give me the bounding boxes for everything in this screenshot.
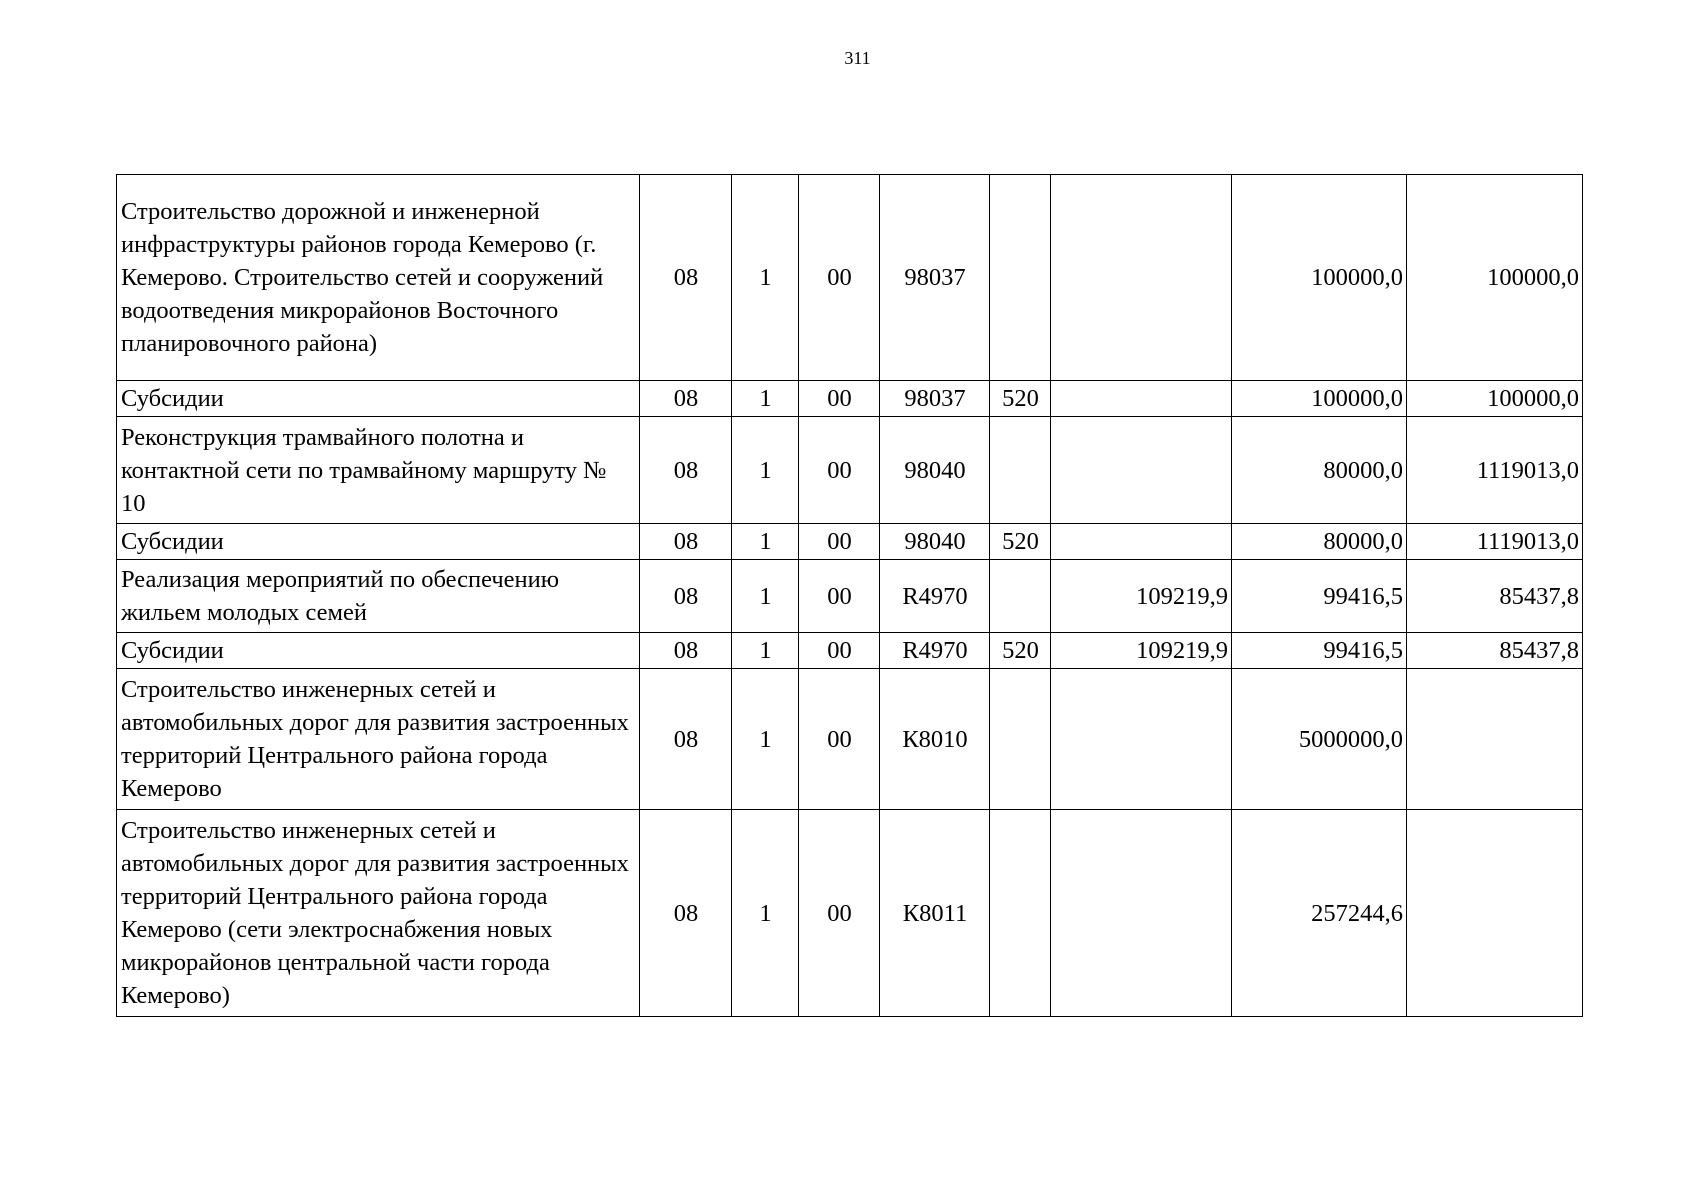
table-row	[117, 381, 1583, 417]
section-code: 08	[640, 810, 732, 1017]
amount-year-1	[1051, 810, 1232, 1017]
amount-year-3: 1119013,0	[1407, 417, 1583, 524]
page-number: 311	[844, 48, 871, 68]
section-code: 08	[640, 633, 732, 669]
expense-type-code: 520	[990, 381, 1051, 417]
amount-year-1: 109219,9	[1051, 560, 1232, 633]
program-code: 1	[732, 381, 799, 417]
amount-year-1	[1051, 175, 1232, 381]
subprogram-code: 00	[799, 417, 880, 524]
amount-year-2: 99416,5	[1232, 560, 1407, 633]
section-code: 08	[640, 175, 732, 381]
amount-year-2: 100000,0	[1232, 381, 1407, 417]
row-name: Субсидии	[117, 633, 640, 669]
row-name: Субсидии	[117, 381, 640, 417]
amount-year-3: 100000,0	[1407, 175, 1583, 381]
expense-type-code	[990, 417, 1051, 524]
table-row	[117, 810, 1583, 1017]
target-code: R4970	[880, 633, 990, 669]
subprogram-code: 00	[799, 810, 880, 1017]
table-row	[117, 175, 1583, 381]
program-code: 1	[732, 669, 799, 810]
table-row	[117, 633, 1583, 669]
row-name: Строительство дорожной и инженерной инфраструктуры районов города Кемерово (г. Кемерово. Строительство сетей и сооружений водоотведения микрорайонов Восточного планировочного района)	[117, 175, 640, 381]
amount-year-2: 80000,0	[1232, 524, 1407, 560]
subprogram-code: 00	[799, 175, 880, 381]
target-code: R4970	[880, 560, 990, 633]
row-name: Реконструкция трамвайного полотна и контактной сети по трамвайному маршруту № 10	[117, 417, 640, 524]
amount-year-2: 5000000,0	[1232, 669, 1407, 810]
amount-year-1: 109219,9	[1051, 633, 1232, 669]
amount-year-3: 85437,8	[1407, 633, 1583, 669]
amount-year-1	[1051, 669, 1232, 810]
subprogram-code: 00	[799, 669, 880, 810]
expense-type-code	[990, 175, 1051, 381]
amount-year-2: 99416,5	[1232, 633, 1407, 669]
amount-year-3: 1119013,0	[1407, 524, 1583, 560]
expense-type-code	[990, 560, 1051, 633]
amount-year-1	[1051, 524, 1232, 560]
row-name: Строительство инженерных сетей и автомобильных дорог для развития застроенных территорий Центрального района города Кемерово (сети электроснабжения новых микрорайонов центральной части города Кемерово)	[117, 810, 640, 1017]
table-row	[117, 417, 1583, 524]
table-row	[117, 524, 1583, 560]
target-code: К8011	[880, 810, 990, 1017]
table-row	[117, 669, 1583, 810]
amount-year-3: 100000,0	[1407, 381, 1583, 417]
program-code: 1	[732, 175, 799, 381]
target-code: 98037	[880, 175, 990, 381]
program-code: 1	[732, 417, 799, 524]
target-code: 98037	[880, 381, 990, 417]
program-code: 1	[732, 524, 799, 560]
subprogram-code: 00	[799, 524, 880, 560]
amount-year-3: 85437,8	[1407, 560, 1583, 633]
expense-type-code	[990, 810, 1051, 1017]
subprogram-code: 00	[799, 633, 880, 669]
row-name: Субсидии	[117, 524, 640, 560]
amount-year-1	[1051, 417, 1232, 524]
row-name: Строительство инженерных сетей и автомобильных дорог для развития застроенных территорий Центрального района города Кемерово	[117, 669, 640, 810]
section-code: 08	[640, 560, 732, 633]
section-code: 08	[640, 381, 732, 417]
expense-type-code	[990, 669, 1051, 810]
amount-year-3	[1407, 810, 1583, 1017]
target-code: К8010	[880, 669, 990, 810]
program-code: 1	[732, 560, 799, 633]
amount-year-1	[1051, 381, 1232, 417]
target-code: 98040	[880, 417, 990, 524]
subprogram-code: 00	[799, 381, 880, 417]
table-row	[117, 560, 1583, 633]
expense-type-code: 520	[990, 633, 1051, 669]
subprogram-code: 00	[799, 560, 880, 633]
program-code: 1	[732, 633, 799, 669]
section-code: 08	[640, 524, 732, 560]
section-code: 08	[640, 417, 732, 524]
amount-year-2: 257244,6	[1232, 810, 1407, 1017]
expense-type-code: 520	[990, 524, 1051, 560]
budget-table	[116, 174, 1583, 1017]
target-code: 98040	[880, 524, 990, 560]
amount-year-3	[1407, 669, 1583, 810]
row-name: Реализация мероприятий по обеспечению жильем молодых семей	[117, 560, 640, 633]
section-code: 08	[640, 669, 732, 810]
amount-year-2: 100000,0	[1232, 175, 1407, 381]
program-code: 1	[732, 810, 799, 1017]
amount-year-2: 80000,0	[1232, 417, 1407, 524]
